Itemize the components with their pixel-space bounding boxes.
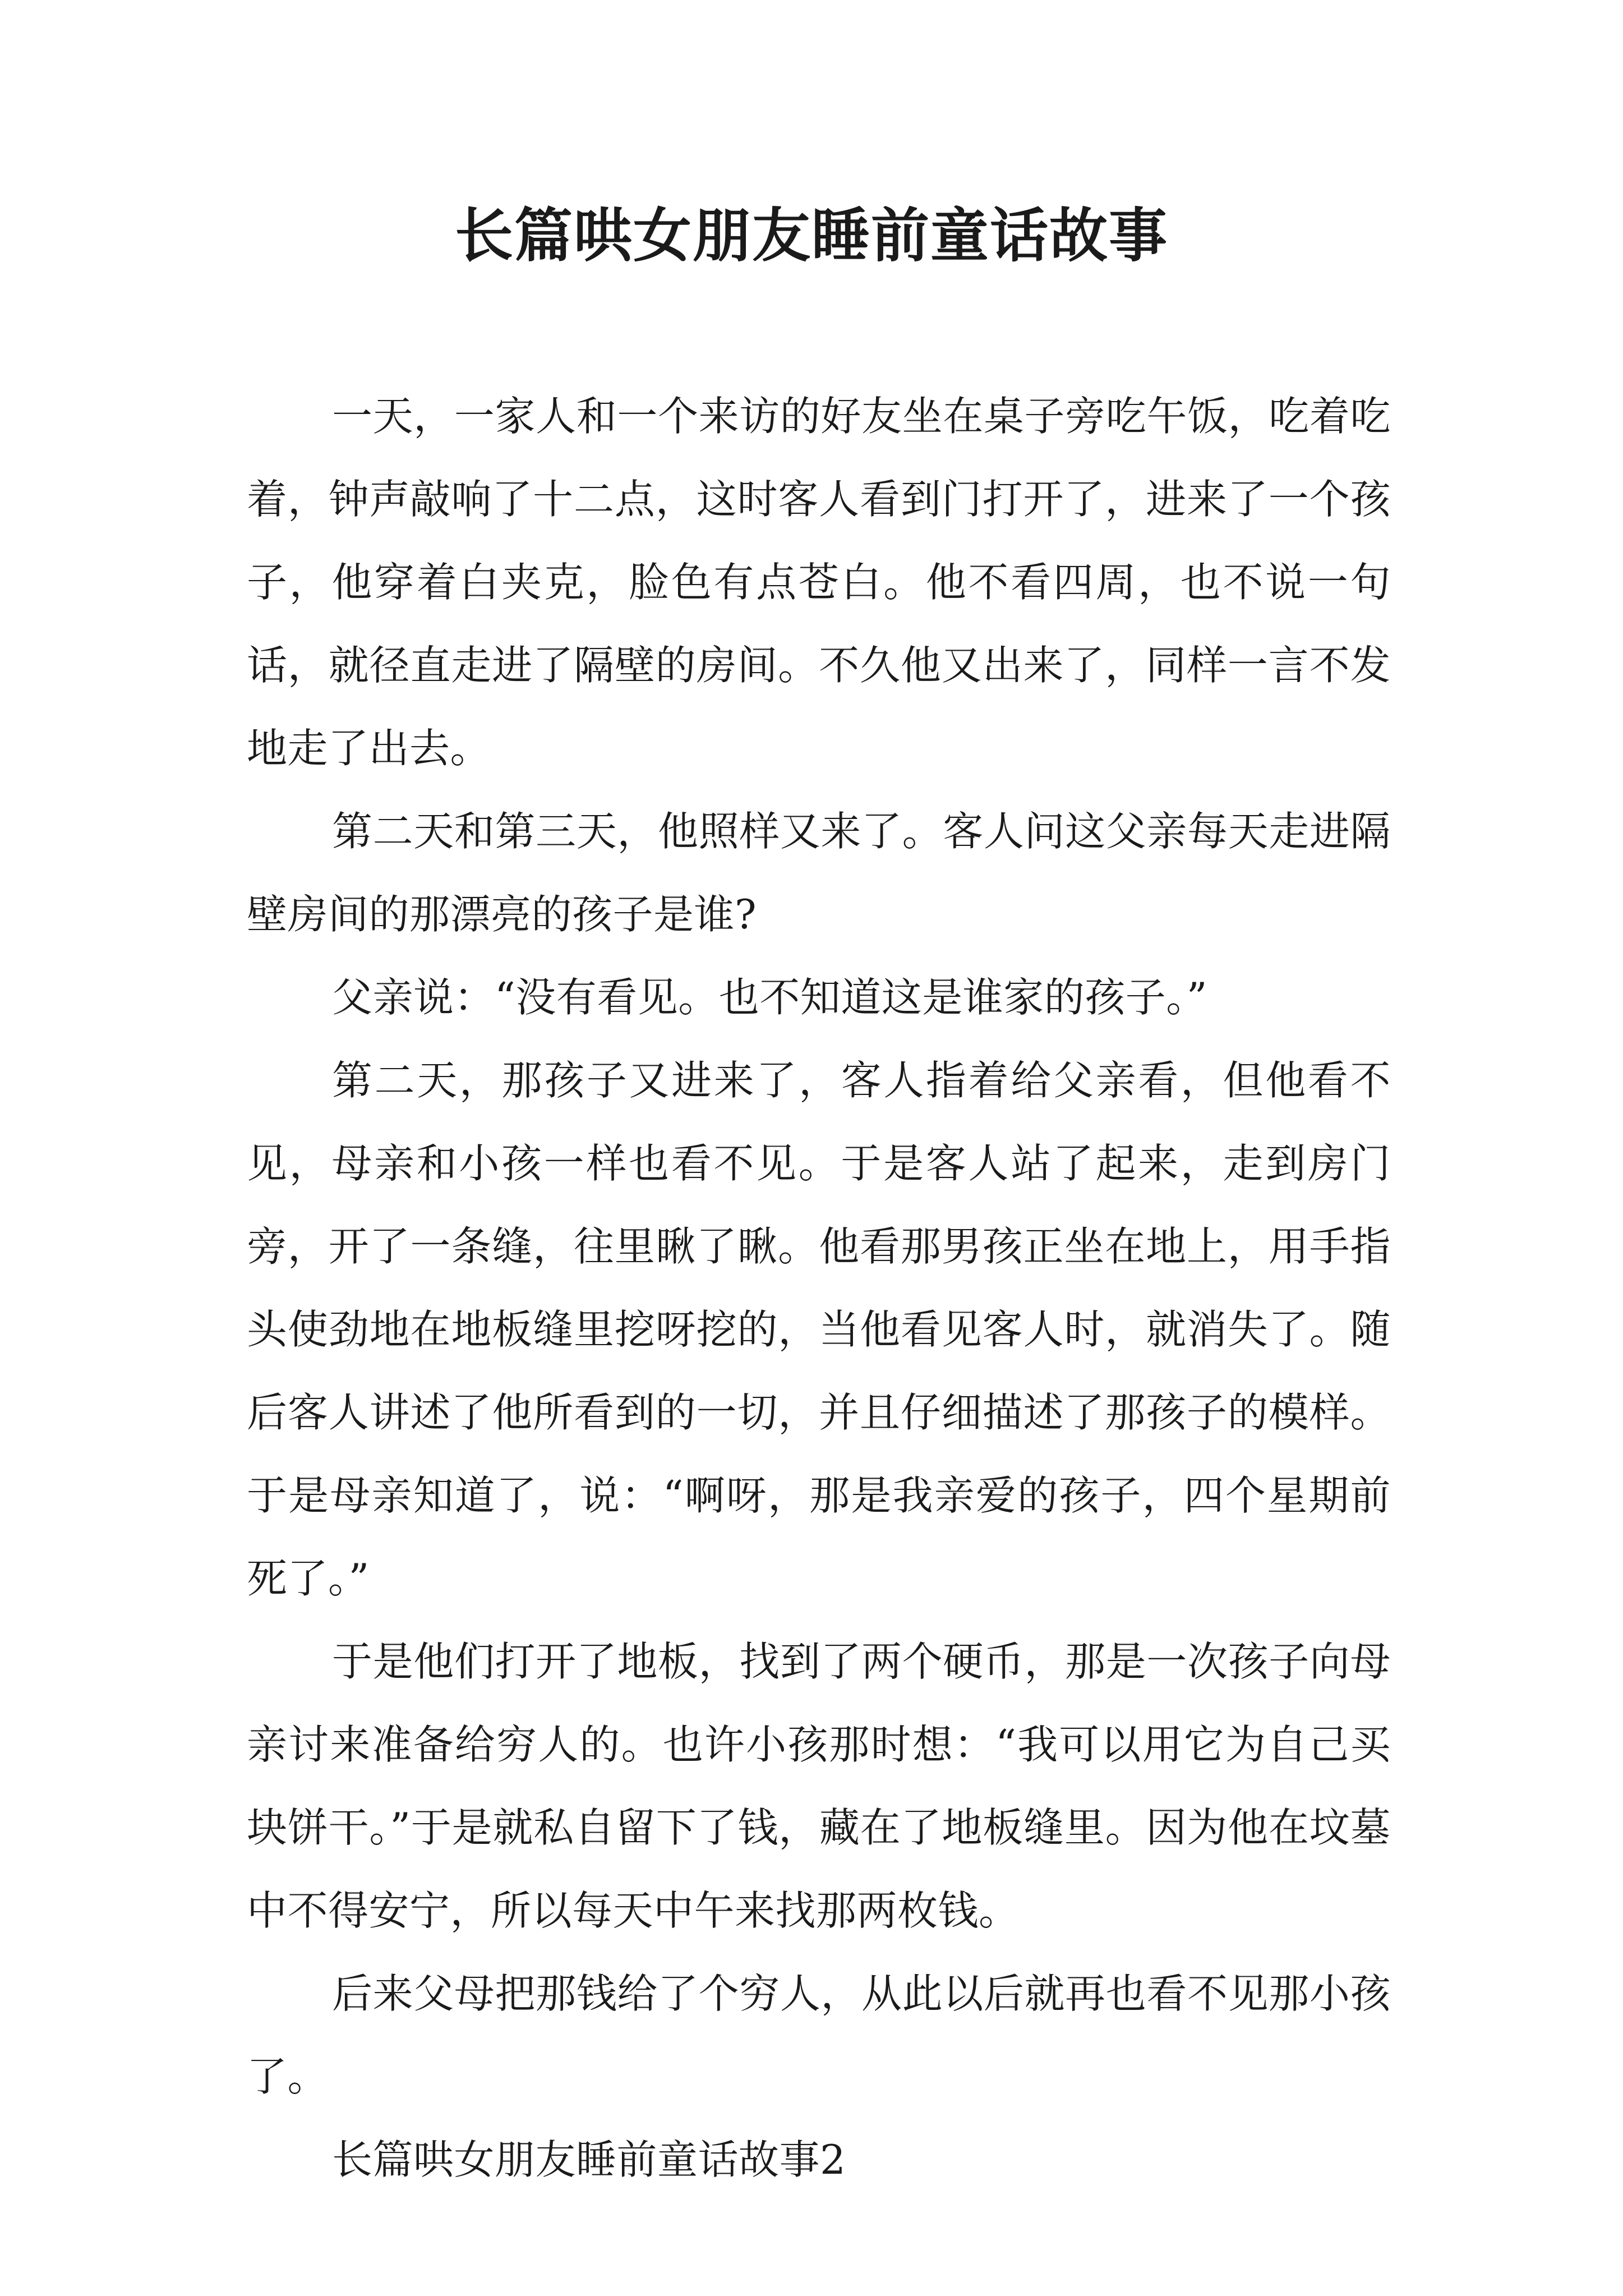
paragraph: 后来父母把那钱给了个穷人，从此以后就再也看不见那小孩了。 [247,1970,1391,2100]
paragraph: 一天，一家人和一个来访的好友坐在桌子旁吃午饭，吃着吃着，钟声敲响了十二点，这时客人看到门打开了，进来了一个孩子，他穿着白夹克，脸色有点苍白。他不看四周，也不说一句话，就径直走进了隔壁的房间。不久他又出来了，同样一言不发地走了出去。 [247,393,1391,772]
section-heading: 长篇哄女朋友睡前童话故事2 [332,2136,846,2183]
paragraph: 于是他们打开了地板，找到了两个硬币，那是一次孩子向母亲讨来准备给穷人的。也许小孩那时想：“我可以用它为自己买块饼干。”于是就私自留下了钱，藏在了地板缝里。因为他在坟墓中不得安宁，所以每天中午来找那两枚钱。 [247,1638,1391,1934]
document-body [247,375,1391,2201]
document-title: 长篇哄女朋友睡前童话故事 [454,201,1168,270]
paragraph: 第二天，那孩子又进来了，客人指着给父亲看，但他看不见，母亲和小孩一样也看不见。于是客人站了起来，走到房门旁，开了一条缝，往里瞅了瞅。他看那男孩正坐在地上，用手指头使劲地在地板缝里挖呀挖的，当他看见客人时，就消失了。随后客人讲述了他所看到的一切，并且仔细描述了那孩子的模样。于是母亲知道了，说：“啊呀，那是我亲爱的孩子，四个星期前死了。” [247,1057,1391,1602]
paragraph: 第二天和第三天，他照样又来了。客人问这父亲每天走进隔壁房间的那漂亮的孩子是谁? [247,808,1391,938]
paragraph: 父亲说：“没有看见。也不知道这是谁家的孩子。” [332,974,1208,1021]
